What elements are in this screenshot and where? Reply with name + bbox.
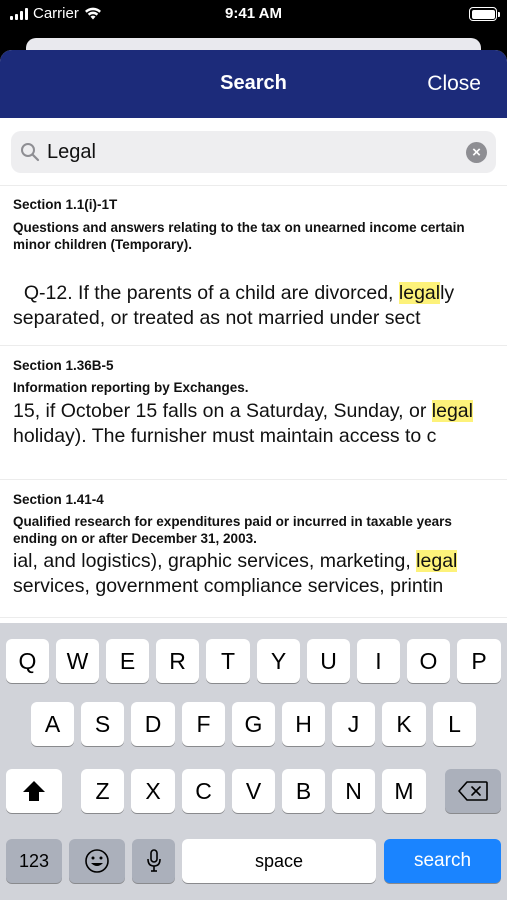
key-y[interactable]: Y xyxy=(257,639,300,683)
shift-icon xyxy=(22,780,46,802)
snippet-highlight: legal xyxy=(398,282,441,304)
result-description: Questions and answers relating to the tax on unearned income certain minor children (Temporary). xyxy=(13,220,465,252)
key-b[interactable]: B xyxy=(282,769,325,813)
key-k[interactable]: K xyxy=(382,702,426,746)
result-section: Section 1.36B-5 xyxy=(13,358,114,373)
key-l[interactable]: L xyxy=(433,702,476,746)
result-description: Information reporting by Exchanges. xyxy=(13,380,249,395)
emoji-icon xyxy=(84,848,110,874)
search-input[interactable] xyxy=(47,131,456,173)
result-description: Qualified research for expenditures paid or incurred in taxable years ending on or after December 31, 2003. xyxy=(13,514,452,546)
key-j[interactable]: J xyxy=(332,702,375,746)
microphone-icon xyxy=(146,849,162,873)
key-a[interactable]: A xyxy=(31,702,74,746)
emoji-key[interactable] xyxy=(69,839,125,883)
key-g[interactable]: G xyxy=(232,702,275,746)
key-n[interactable]: N xyxy=(332,769,375,813)
snippet-highlight: legal xyxy=(416,550,458,572)
search-field[interactable] xyxy=(11,131,496,173)
close-button[interactable]: Close xyxy=(427,72,481,95)
key-p[interactable]: P xyxy=(457,639,501,683)
search-icon xyxy=(20,142,40,162)
snippet-highlight: legal xyxy=(431,400,473,422)
key-e[interactable]: E xyxy=(106,639,149,683)
result-item[interactable] xyxy=(0,480,507,618)
result-item[interactable] xyxy=(0,346,507,480)
numbers-key[interactable]: 123 xyxy=(6,839,62,883)
search-bar xyxy=(0,118,507,186)
key-c[interactable]: C xyxy=(182,769,225,813)
clear-icon[interactable]: × xyxy=(466,142,487,163)
shift-key[interactable] xyxy=(6,769,62,813)
key-s[interactable]: S xyxy=(81,702,124,746)
snippet-text: Q-12. If the parents of a child are divorced, xyxy=(13,282,399,304)
key-w[interactable]: W xyxy=(56,639,99,683)
key-t[interactable]: T xyxy=(206,639,250,683)
delete-key[interactable] xyxy=(445,769,501,813)
key-v[interactable]: V xyxy=(232,769,275,813)
key-m[interactable]: M xyxy=(382,769,426,813)
status-bar xyxy=(0,0,507,30)
key-o[interactable]: O xyxy=(407,639,450,683)
keyboard xyxy=(0,623,507,900)
battery-icon xyxy=(469,7,497,21)
key-d[interactable]: D xyxy=(131,702,175,746)
nav-bar xyxy=(0,50,507,118)
key-f[interactable]: F xyxy=(182,702,225,746)
key-x[interactable]: X xyxy=(131,769,175,813)
search-key[interactable]: search xyxy=(384,839,501,883)
key-u[interactable]: U xyxy=(307,639,350,683)
space-key[interactable]: space xyxy=(182,839,376,883)
backspace-icon xyxy=(458,781,488,801)
result-snippet xyxy=(13,281,494,331)
key-q[interactable]: Q xyxy=(6,639,49,683)
snippet-text: services, government compliance services, printin xyxy=(13,575,444,597)
key-z[interactable]: Z xyxy=(81,769,124,813)
nav-title: Search xyxy=(220,72,287,94)
result-item[interactable] xyxy=(0,186,507,346)
snippet-text: holiday). The furnisher must maintain access to c xyxy=(13,425,437,447)
dictation-key[interactable] xyxy=(132,839,175,883)
snippet-text: ial, and logistics), graphic services, marketing, xyxy=(13,550,417,572)
result-snippet xyxy=(13,549,494,599)
status-time: 9:41 AM xyxy=(225,5,282,22)
key-h[interactable]: H xyxy=(282,702,325,746)
key-r[interactable]: R xyxy=(156,639,199,683)
snippet-text: ly separated, or treated as not married under sect xyxy=(13,282,455,329)
snippet-text: 15, if October 15 falls on a Saturday, Sunday, or xyxy=(13,400,432,422)
result-section: Section 1.41-4 xyxy=(13,492,104,507)
carrier-label: Carrier xyxy=(33,5,79,22)
result-section: Section 1.1(i)-1T xyxy=(13,197,118,212)
key-i[interactable]: I xyxy=(357,639,400,683)
result-snippet xyxy=(13,399,494,449)
